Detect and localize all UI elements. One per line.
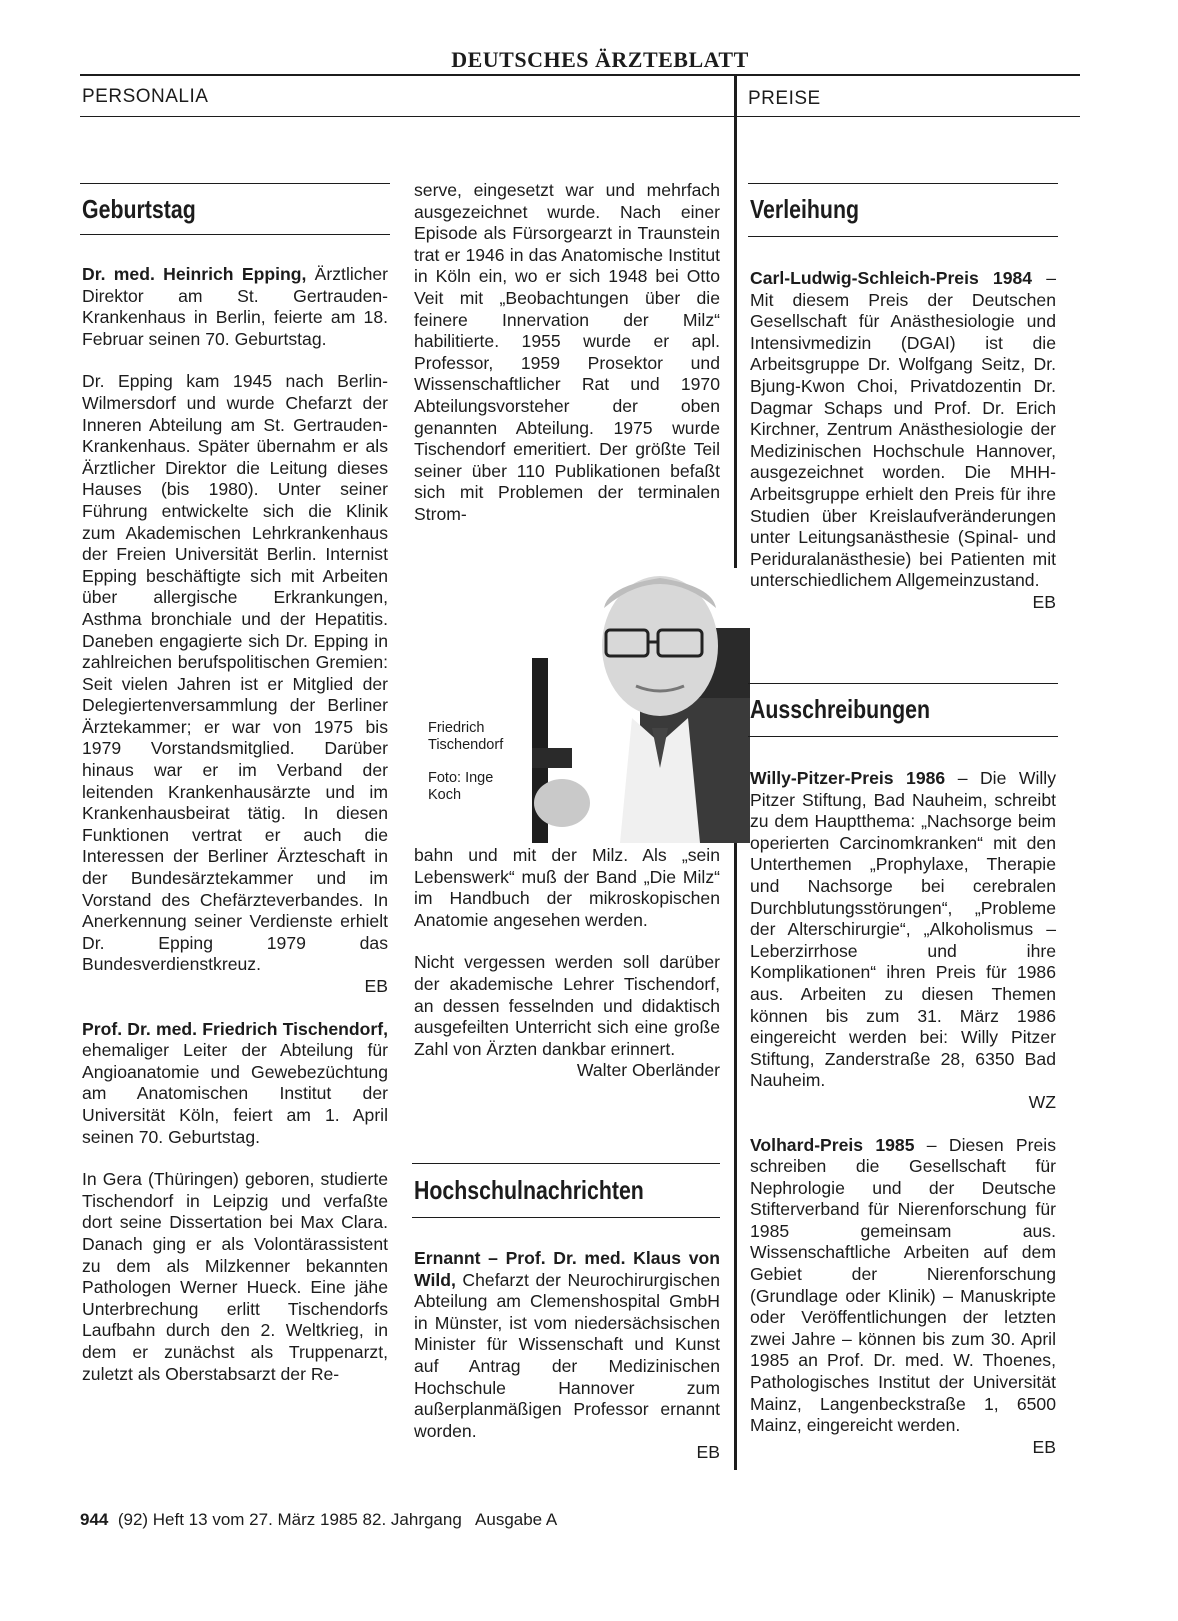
page-footer	[80, 1510, 557, 1530]
heading-rule-top	[748, 183, 1058, 184]
masthead-rule	[80, 74, 1080, 76]
signature-oberlaender: Walter Oberländer	[576, 1060, 720, 1081]
paragraph-schleich-preis: Carl-Ludwig-Schleich-Preis 1984 – Mit diesem Preis der Deutschen Gesellschaft für Anästhesiologie und Intensivmedizin (DGAI) ist die Arbeitsgruppe Dr. Wolfgang Seitz, Dr. Bjung-Kwon Choi, Privatdozentin Dr. Dagmar Schaps und Prof. Dr. Erich Kirchner, Zentrum Anästhesiologie der Medizinischen Hochschule Hannover, ausgezeichnet worden. Die MHH-Arbeitsgruppe erhielt den Preis für ihre Studien über Kreislaufveränderungen unter Leitungsanästhesie (Spinal- und Periduralanästhesie) bei Patienten mit unterschiedlichem Allgemeinzustand. EB	[750, 268, 1056, 612]
heading-rule-bottom	[748, 736, 1058, 737]
heading-rule-bottom	[748, 236, 1058, 237]
section-rule-right	[737, 116, 1080, 117]
signature-eb: EB	[696, 1442, 720, 1463]
paragraph-tischendorf-career: serve, eingesetzt war und mehrfach ausgezeichnet wurde. Nach einer Episode als Fürsorgearzt in Traunstein trat er 1946 in das Anatomische Institut in Köln ein, wo er sich 1948 bei Otto Veit mit „Beobachtungen über die feinere Innervation der Milz“ habilitierte. 1955 wurde er apl. Professor, 1959 Prosektor und Wissenschaftlicher Rat und 1970 Abteilungsvorsteher der oben genannten Abteilung. 1975 wurde Tischendorf emeritiert. Der größte Teil seiner über 110 Publikationen befaßt sich mit Problemen der terminalen Strom-	[414, 180, 720, 524]
paragraph-tischendorf-intro: Prof. Dr. med. Friedrich Tischendorf, ehemaliger Leiter der Abteilung für Angioanatomie und Gewebezüchtung am Anatomischen Institut der Universität Köln, feiert am 1. April seinen 70. Geburtstag.	[82, 1018, 388, 1147]
masthead-title: DEUTSCHES ÄRZTEBLATT	[451, 47, 749, 72]
heading-rule-top	[80, 183, 390, 184]
paragraph-epping-intro: Dr. med. Heinrich Epping, Ärztlicher Direktor am St. Gertrauden-Krankenhaus in Berlin, feierte am 18. Februar seinen 70. Geburtstag.	[82, 264, 388, 349]
column-3-text-bottom	[750, 768, 1056, 1458]
paragraph-epping-bio: Dr. Epping kam 1945 nach Berlin-Wilmersdorf und wurde Chefarzt der Inneren Abteilung am St. Gertrauden-Krankenhaus. Später übernahm er als Ärztlicher Direktor die Leitung dieses Hauses (bis 1980). Unter seiner Führung entwickelte sich die Klinik zum Akademischen Lehrkrankenhaus der Freien Universität Berlin. Internist Epping beschäftigte sich mit Arbeiten über allergische Erkrankungen, Asthma bronchiale und der Hepatitis. Daneben engagierte sich Dr. Epping in zahlreichen berufspolitischen Gremien: Seit vielen Jahren ist er Mitglied der Delegiertenversammlung der Berliner Ärztekammer; er war von 1975 bis 1979 Vorstandsmitglied. Darüber hinaus war er im Verband der leitenden Krankenhausärzte und im Krankenhausbeirat tätig. In diesen Funktionen vertrat er auch die Interessen der Berliner Ärzteschaft in der Bundesärztekammer und im Vorstand des Chefärzteverbandes. In Anerkennung seiner Verdienste erhielt Dr. Epping 1979 das Bundesverdienstkreuz. EB	[82, 371, 388, 996]
column-3-text-top	[750, 268, 1056, 614]
name-epping: Dr. med. Heinrich Epping,	[82, 264, 307, 284]
section-label-preise: PREISE	[748, 88, 821, 109]
heading-hochschulnachrichten: Hochschulnachrichten	[414, 1175, 644, 1205]
prize-pitzer: Willy-Pitzer-Preis 1986	[750, 768, 946, 788]
column-2-text-top	[414, 180, 720, 526]
issue-info: (92) Heft 13 vom 27. März 1985 82. Jahrgang Ausgabe A	[117, 1510, 558, 1529]
heading-verleihung: Verleihung	[750, 194, 859, 224]
section-rule-left	[80, 116, 735, 117]
heading-rule-bottom	[412, 1217, 720, 1218]
paragraph-von-wild: Ernannt – Prof. Dr. med. Klaus von Wild, Chefarzt der Neurochirurgischen Abteilung am Clemenshospital GmbH in Münster, ist vom niedersächsischen Minister für Wissenschaft und Kunst auf Antrag der Medizinischen Hochschule Hannover zum außerplanmäßigen Professor ernannt worden. EB	[414, 1248, 720, 1463]
portrait-image	[532, 568, 750, 843]
heading-rule-bottom	[80, 234, 390, 235]
photo-caption	[428, 720, 508, 804]
paragraph-lehrer: Nicht vergessen werden soll darüber der akademische Lehrer Tischendorf, an dessen fesselnden und didaktisch ausgefeilten Unterricht sich eine große Zahl von Ärzten dankbar erinnert. Walter Oberländer	[414, 952, 720, 1081]
prize-volhard: Volhard-Preis 1985	[750, 1134, 915, 1155]
heading-geburtstag: Geburtstag	[82, 194, 196, 224]
caption-photo-credit: Foto: Inge Koch	[428, 770, 494, 803]
column-1-text	[82, 264, 388, 1385]
prize-schleich: Carl-Ludwig-Schleich-Preis 1984	[750, 268, 1033, 288]
signature-eb: EB	[1032, 591, 1056, 612]
caption-name: Friedrich Tischendorf	[428, 720, 504, 753]
portrait-photo	[532, 568, 750, 843]
name-tischendorf: Prof. Dr. med. Friedrich Tischendorf,	[82, 1018, 388, 1039]
section-label-personalia: PERSONALIA	[82, 86, 209, 107]
column-2-text-news	[414, 1248, 720, 1464]
signature-wz: WZ	[1028, 1091, 1056, 1112]
paragraph-tischendorf-bio: In Gera (Thüringen) geboren, studierte Tischendorf in Leipzig und verfaßte dort seine Dissertation bei Max Clara. Danach ging er als Volontärassistent zu dem als Milzkenner bekannten Pathologen Werner Hueck. Eine jähe Unterbrechung erlitt Tischendorfs Laufbahn durch den 2. Weltkrieg, in dem er zunächst als Truppenarzt, zuletzt als Oberstabsarzt der Re-	[82, 1169, 388, 1384]
heading-rule-top	[412, 1163, 720, 1164]
column-2-text-bottom	[414, 845, 720, 1082]
signature-eb: EB	[364, 976, 388, 996]
heading-ausschreibungen: Ausschreibungen	[750, 694, 931, 724]
paragraph-volhard-preis: Volhard-Preis 1985 – Diesen Preis schreiben die Gesellschaft für Nephrologie und der Deutsche Stifterverband für Nierenforschung für 1985 gemeinsam aus. Wissenschaftliche Arbeiten auf dem Gebiet der Nierenforschung (Grundlage oder Klinik) – Manuskripte oder Veröffentlichungen der letzten zwei Jahre – können bis zum 30. April 1985 an Prof. Dr. med. W. Thoenes, Pathologisches Institut der Universität Mainz, Langenbeckstraße 1, 6500 Mainz, eingereicht werden. EB	[750, 1134, 1056, 1457]
paragraph-milz: bahn und mit der Milz. Als „sein Lebenswerk“ muß der Band „Die Milz“ im Handbuch der mikroskopischen Anatomie angesehen werden.	[414, 845, 720, 930]
heading-rule-top	[748, 683, 1058, 684]
page-number: 944	[80, 1510, 109, 1529]
signature-eb: EB	[1032, 1436, 1056, 1457]
paragraph-pitzer-preis: Willy-Pitzer-Preis 1986 – Die Willy Pitzer Stiftung, Bad Nauheim, schreibt zu dem Hauptthema: „Nachsorge beim operierten Carcinomkranken“ mit den Unterthemen „Prophylaxe, Therapie und Nachsorge bei cerebralen Durchblutungsstörungen“, „Probleme der Alterschirurgie“, „Alkoholismus – Leberzirrhose und ihre Komplikationen“ ihren Preis für 1986 aus. Arbeiten zu diesen Themen können bis zum 31. März 1986 eingereicht werden bei: Willy Pitzer Stiftung, Zanderstraße 28, 6350 Bad Nauheim. WZ	[750, 768, 1056, 1112]
name-von-wild: Ernannt – Prof. Dr. med. Klaus von Wild,	[414, 1248, 720, 1290]
